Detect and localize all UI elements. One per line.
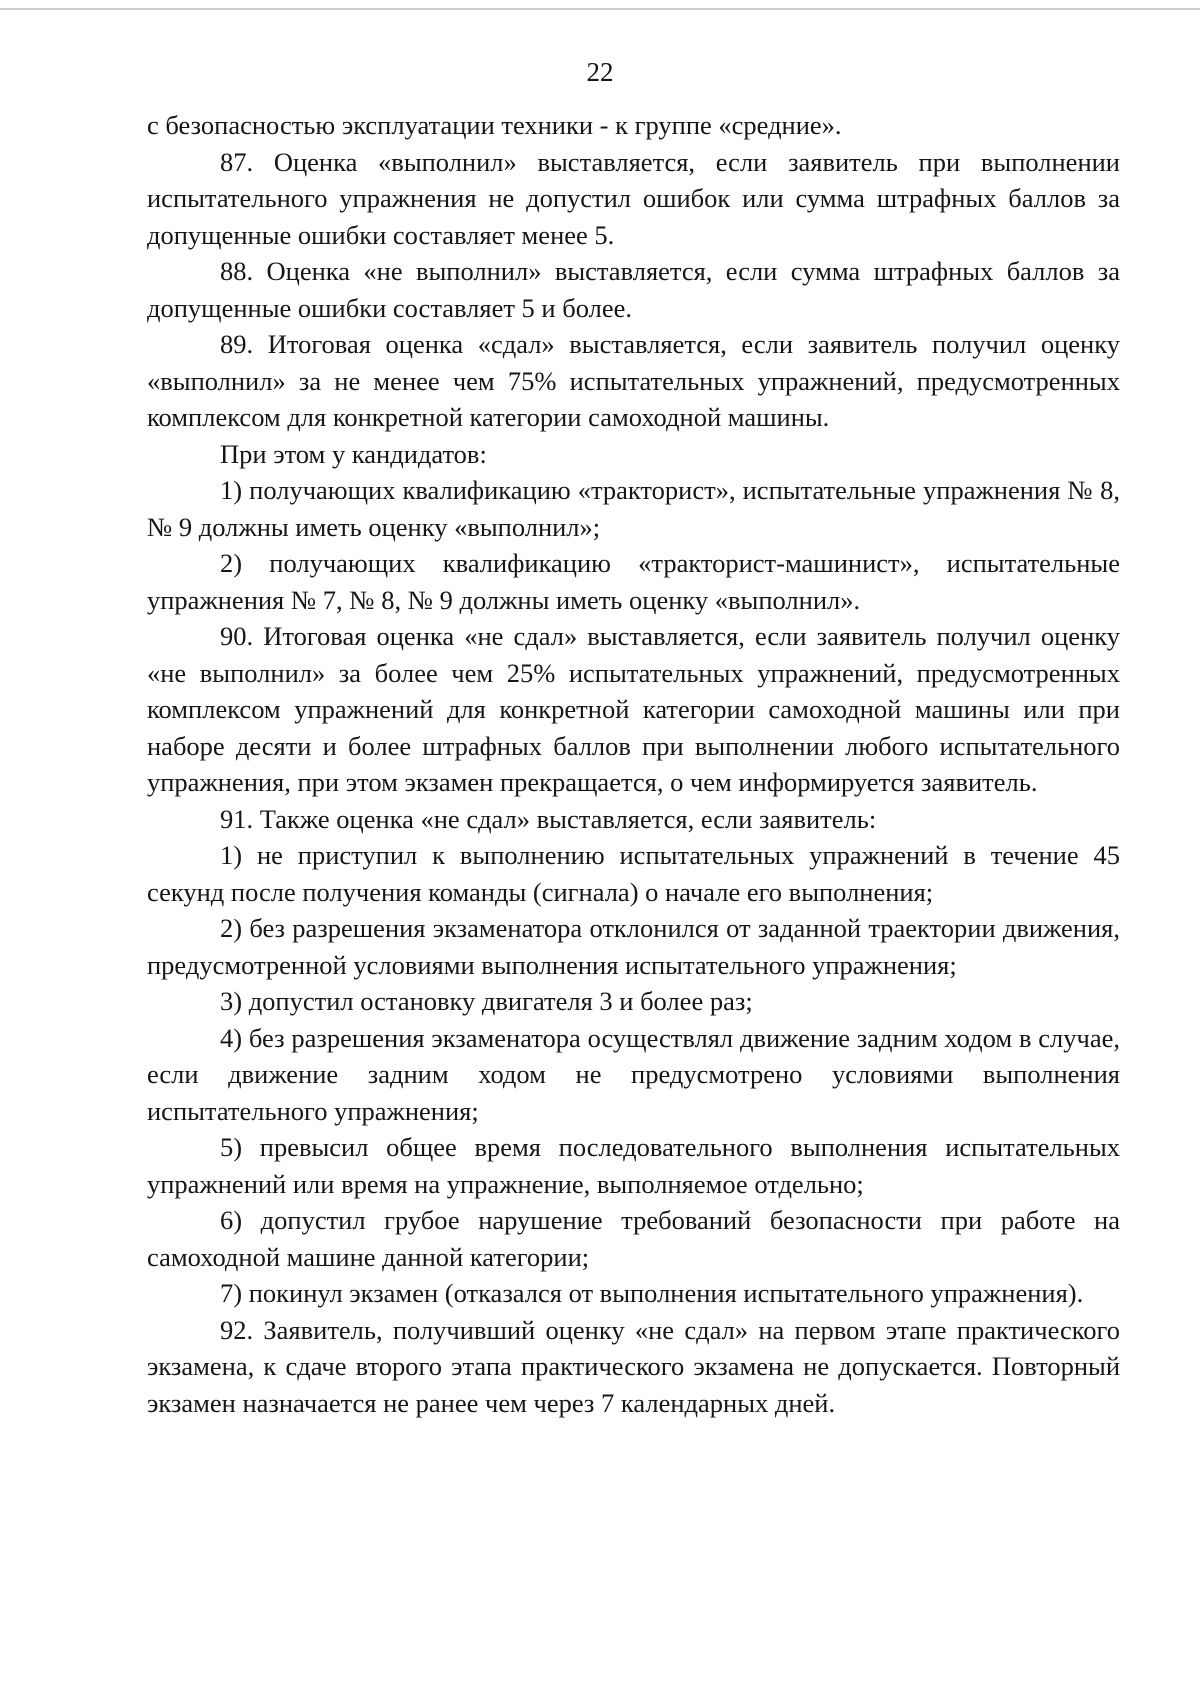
paragraph-90: 90. Итоговая оценка «не сдал» выставляется, если заявитель получил оценку «не выполнил» за более чем 25% испытательных упражнений, предусмотренных комплексом упражнений для конкретной категории самоходной машины или при наборе десяти и более штрафных баллов при выполнении любого испытательного упражнения, при этом экзамен прекращается, о чем информируется заявитель. [147,621,1120,797]
paragraph-91-item-4: 4) без разрешения экзаменатора осуществлял движение задним ходом в случае, если движение задним ходом не предусмотрено условиями выполнения испытательного упражнения; [147,1022,1120,1126]
paragraph-91-item-3: 3) допустил остановку двигателя 3 и более раз; [220,986,753,1016]
scan-top-rule [0,8,1200,10]
paragraph-91-item-5: 5) превысил общее время последовательного выполнения испытательных упражнений или время на упражнение, выполняемое отдельно; [147,1132,1120,1199]
paragraph-89-item-2: 2) получающих квалификацию «тракторист-машинист», испытательные упражнения № 7, № 8, № 9 должны иметь оценку «выполнил». [147,548,1120,615]
paragraph-91-item-2: 2) без разрешения экзаменатора отклонился от заданной траектории движения, предусмотренной условиями выполнения испытательного упражнения; [147,913,1120,980]
paragraph-89-item-1: 1) получающих квалификацию «тракторист», испытательные упражнения № 8, № 9 должны иметь оценку «выполнил»; [147,475,1120,542]
paragraph-91-item-7: 7) покинул экзамен (отказался от выполнения испытательного упражнения). [220,1278,1084,1308]
page-number: 22 [586,57,614,87]
paragraph-89-intro: При этом у кандидатов: [220,438,487,469]
document-body [147,107,1120,1421]
paragraph-91-item-1: 1) не приступил к выполнению испытательных упражнений в течение 45 секунд после получения команды (сигнала) о начале его выполнения; [147,840,1120,907]
paragraph-92: 92. Заявитель, получивший оценку «не сдал» на первом этапе практического экзамена, к сдаче второго этапа практического экзамена не допускается. Повторный экзамен назначается не ранее чем через 7 календарных дней. [147,1314,1120,1418]
paragraph-87: 87. Оценка «выполнил» выставляется, если заявитель при выполнении испытательного упражнения не допустил ошибок или сумма штрафных баллов за допущенные ошибки составляет менее 5. [147,146,1120,250]
paragraph-88: 88. Оценка «не выполнил» выставляется, если сумма штрафных баллов за допущенные ошибки составляет 5 и более. [147,256,1120,323]
paragraph-91-item-6: 6) допустил грубое нарушение требований безопасности при работе на самоходной машине данной категории; [147,1205,1120,1272]
paragraph-continuation: с безопасностью эксплуатации техники - к группе «средние». [147,110,842,140]
paragraph-89: 89. Итоговая оценка «сдал» выставляется, если заявитель получил оценку «выполнил» за не менее чем 75% испытательных упражнений, предусмотренных комплексом для конкретной категории самоходной машины. [147,329,1120,432]
paragraph-91: 91. Также оценка «не сдал» выставляется, если заявитель: [220,803,877,834]
